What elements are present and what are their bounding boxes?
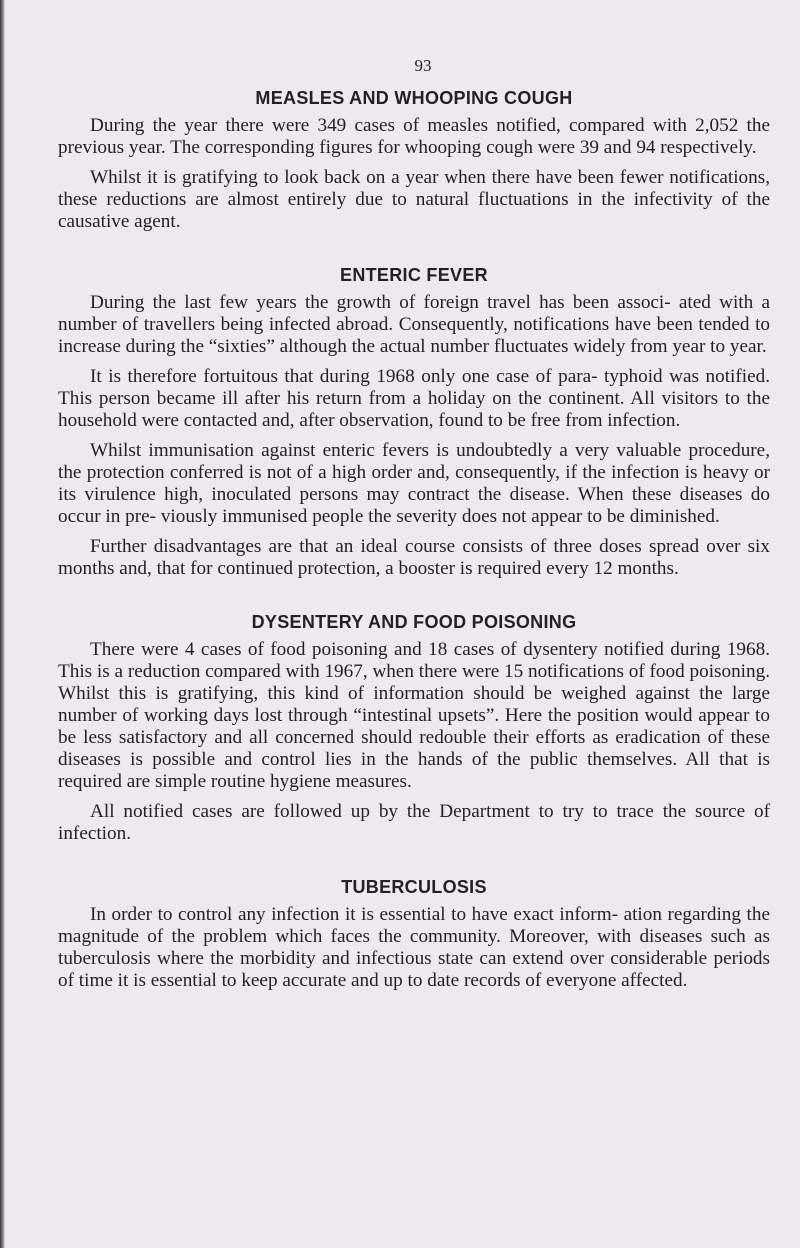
section-heading: MEASLES AND WHOOPING COUGH bbox=[255, 88, 573, 108]
section-measles bbox=[58, 88, 770, 233]
section-heading: DYSENTERY AND FOOD POISONING bbox=[251, 612, 577, 632]
section-heading: TUBERCULOSIS bbox=[341, 877, 487, 897]
section-heading: ENTERIC FEVER bbox=[340, 265, 488, 285]
page-edge bbox=[0, 0, 5, 1248]
document-page bbox=[58, 56, 770, 1000]
paragraph: There were 4 cases of food poisoning and 18 cases of dysentery notified during 1968. This is a reduction compared with 1967, when there were 15 notifications of food poisoning. Whilst this is gratifying, this kind of information should be weighed against the large number of working days lost through “intestinal upsets”. Here the position would appear to be less satisfactory and all concerned should redouble their efforts as eradication of these diseases is possible and control lies in the hands of the public themselves. All that is required are simple routine hygiene measures. bbox=[58, 639, 770, 792]
paragraph: Whilst it is gratifying to look back on a year when there have been fewer notifications, these reductions are almost entirely due to natural fluctuations in the infectivity of the causative agent. bbox=[58, 167, 770, 232]
section-dysentery bbox=[58, 612, 770, 845]
paragraph: In order to control any infection it is essential to have exact inform- ation regarding the magnitude of the problem which faces the community. Moreover, with diseases such as tuberculosis where the morbidity and infectious state can extend over considerable periods of time it is essential to keep accurate and up to date records of everyone affected. bbox=[58, 904, 770, 991]
paragraph: It is therefore fortuitous that during 1968 only one case of para- typhoid was notified. This person became ill after his return from a holiday on the continent. All visitors to the household were contacted and, after observation, found to be free from infection. bbox=[58, 366, 770, 431]
paragraph: Further disadvantages are that an ideal course consists of three doses spread over six months and, that for continued protection, a booster is required every 12 months. bbox=[58, 536, 770, 579]
paragraph: During the year there were 349 cases of measles notified, compared with 2,052 the previous year. The corresponding figures for whooping cough were 39 and 94 respectively. bbox=[58, 115, 770, 158]
paragraph: All notified cases are followed up by the Department to try to trace the source of infection. bbox=[58, 801, 770, 844]
section-tuberculosis bbox=[58, 877, 770, 992]
section-enteric-fever bbox=[58, 265, 770, 580]
page-number: 93 bbox=[414, 56, 432, 75]
paragraph: During the last few years the growth of foreign travel has been associ- ated with a number of travellers being infected abroad. Consequently, notifications have been tended to increase during the “sixties” although the actual number fluctuates widely from year to year. bbox=[58, 292, 770, 357]
paragraph: Whilst immunisation against enteric fevers is undoubtedly a very valuable procedure, the protection conferred is not of a high order and, consequently, if the infection is heavy or its virulence high, inoculated persons may contract the disease. When these diseases do occur in pre- viously immunised people the severity does not appear to be diminished. bbox=[58, 440, 770, 527]
